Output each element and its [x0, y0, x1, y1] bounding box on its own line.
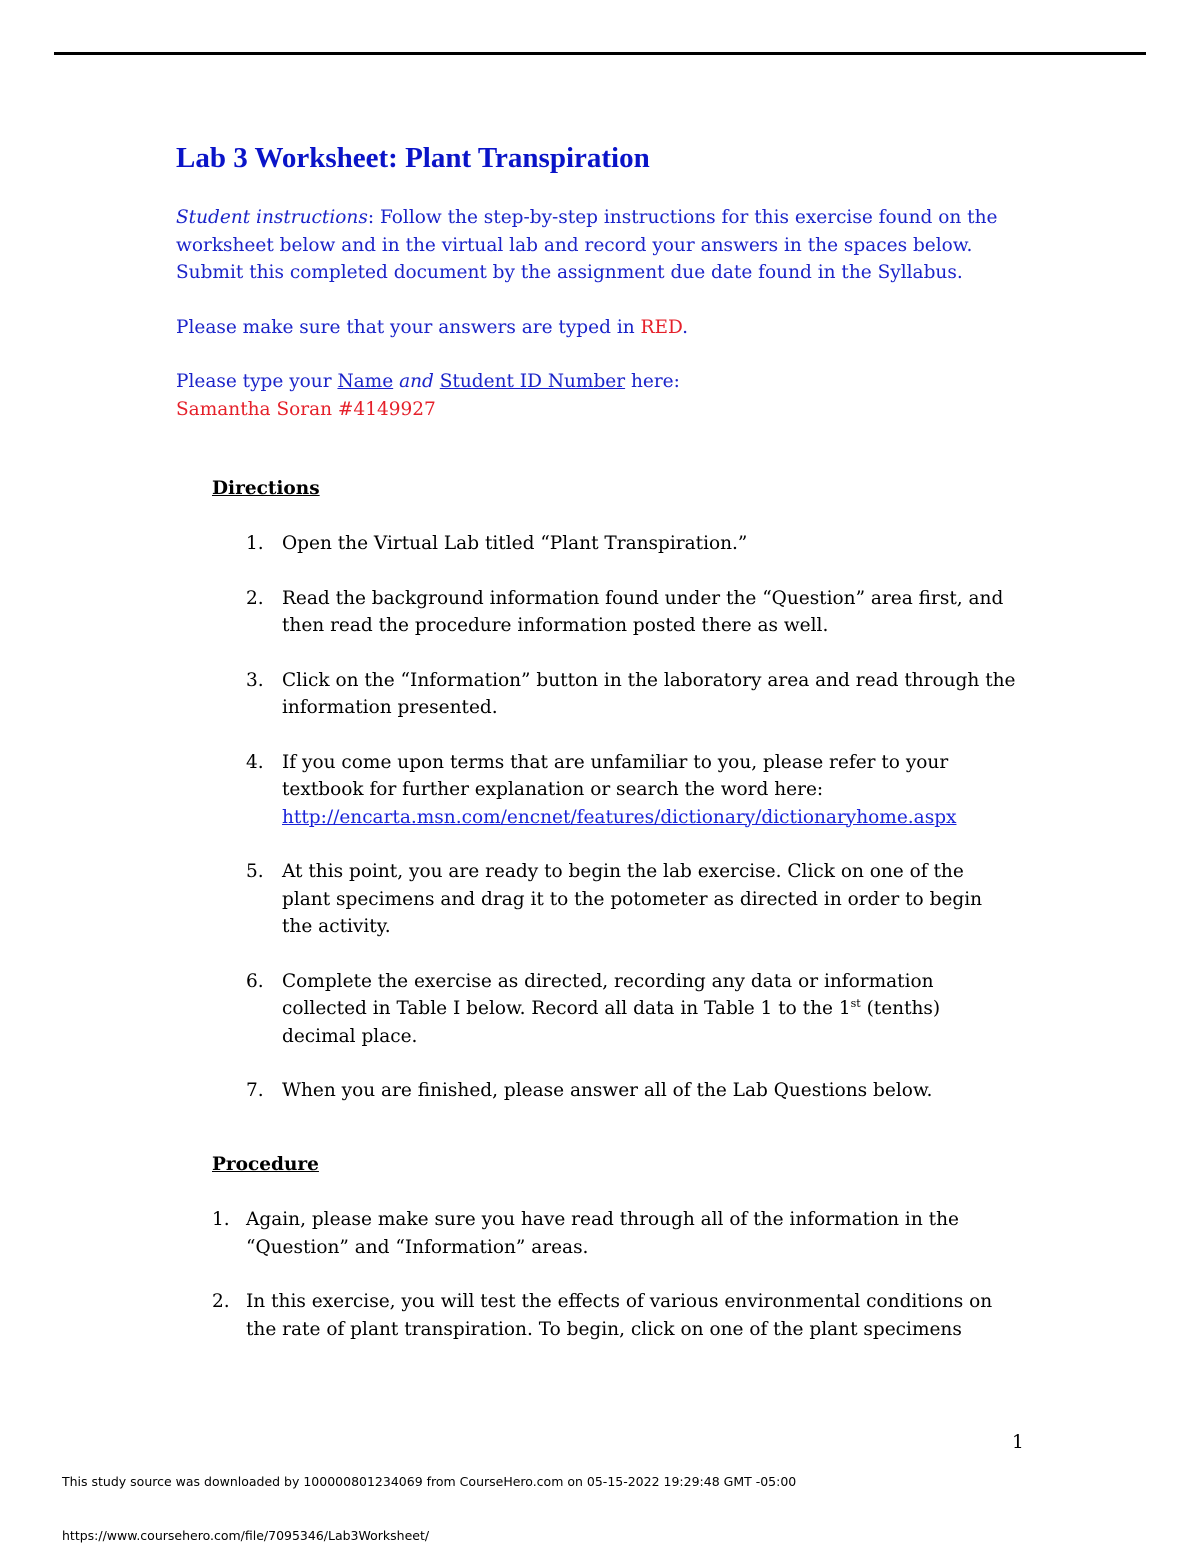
student-answer: Samantha Soran #4149927 — [176, 398, 436, 420]
item-text-body: Complete the exercise as directed, recording any data or information collected in Table I below. Record all data in Table 1 to the 1 — [282, 970, 934, 1019]
id-prompt — [176, 368, 1016, 396]
procedure-heading: Procedure — [212, 1154, 319, 1175]
item-number: 7. — [246, 1080, 264, 1101]
instructions-text: : Follow the step-by-step instructions for this exercise found on the worksheet below and in the virtual lab and record your answers in the spaces below. Submit this completed document by the assignment due date found in the Syllabus. — [176, 207, 998, 283]
id-prompt-prefix: Please type your — [176, 371, 338, 392]
item-text-after: (tenths) decimal place. — [282, 998, 941, 1047]
item-number: 2. — [212, 1291, 230, 1312]
list-item — [246, 667, 1016, 722]
directions-heading: Directions — [212, 478, 320, 499]
item-number: 3. — [246, 669, 264, 691]
page-title: Lab 3 Worksheet: Plant Transpiration — [176, 142, 650, 174]
list-item — [246, 858, 1016, 941]
instructions-label: Student instructions — [176, 207, 368, 228]
answer-color-suffix: . — [682, 316, 689, 338]
list-item — [246, 749, 1016, 832]
item-text: Again, please make sure you have read through all of the information in the “Question” and “Information” areas. — [246, 1209, 959, 1258]
list-item — [246, 1077, 1016, 1105]
name-label: Name — [337, 371, 394, 392]
item-text: At this point, you are ready to begin the lab exercise. Click on one of the plant specimens and drag it to the potometer as directed in order to begin the activity. — [282, 861, 983, 937]
dictionary-link[interactable]: http://encarta.msn.com/encnet/features/dictionary/dictionaryhome.aspx — [282, 806, 957, 828]
item-number: 1. — [246, 533, 264, 554]
item-text: When you are finished, please answer all of the Lab Questions below. — [282, 1080, 933, 1101]
item-text: In this exercise, you will test the effects of various environmental conditions on the rate of plant transpiration. To begin, click on one of the plant specimens — [246, 1291, 993, 1340]
item-number: 4. — [246, 751, 264, 773]
item-number: 1. — [212, 1209, 230, 1230]
source-url[interactable]: https://www.coursehero.com/file/7095346/Lab3Worksheet/ — [62, 1528, 430, 1543]
top-rule — [54, 52, 1146, 55]
answer-color-note — [176, 314, 1016, 342]
answer-color-prefix: Please make sure that your answers are typed in — [176, 316, 641, 338]
list-item — [246, 530, 1016, 558]
item-text: Read the background information found under the “Question” area first, and then read the procedure information posted there as well. — [282, 587, 1004, 636]
and-word: and — [399, 371, 434, 392]
item-number: 2. — [246, 587, 264, 609]
student-id-label: Student ID Number — [439, 371, 626, 392]
item-text: Click on the “Information” button in the laboratory area and read through the information presented. — [282, 669, 1016, 718]
list-item — [212, 1288, 1012, 1343]
list-item — [246, 968, 1016, 1051]
download-notice: This study source was downloaded by 100000801234069 from CourseHero.com on 05-15-2022 19:29:48 GMT -05:00 — [62, 1474, 797, 1489]
red-word: RED — [640, 316, 683, 338]
directions-list — [246, 530, 1016, 1105]
list-item — [246, 585, 1016, 640]
id-prompt-suffix: here: — [625, 371, 680, 392]
item-number: 6. — [246, 970, 264, 992]
item-text — [246, 749, 1016, 832]
list-item — [212, 1206, 1012, 1261]
item-text-body: If you come upon terms that are unfamiliar to you, please refer to your textbook for further explanation or search the word here: — [282, 751, 949, 800]
superscript: st — [850, 996, 861, 1010]
instructions-paragraph — [176, 204, 1016, 287]
item-text — [246, 968, 1016, 1051]
procedure-list — [212, 1206, 1012, 1343]
instructions-block — [176, 204, 1016, 423]
item-text: Open the Virtual Lab titled “Plant Transpiration.” — [282, 533, 748, 554]
item-number: 5. — [246, 861, 264, 882]
page-number: 1 — [1012, 1432, 1024, 1453]
